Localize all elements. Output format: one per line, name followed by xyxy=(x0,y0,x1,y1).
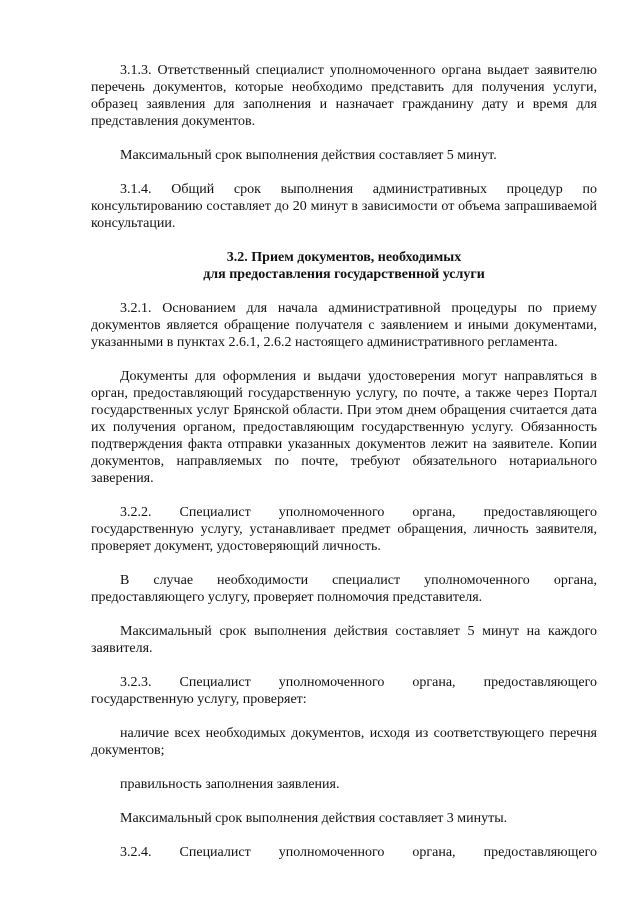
paragraph-representative-check: В случае необходимости специалист уполномоченного органа, предоставляющего услугу, проверяет полномочия представителя. xyxy=(91,573,597,605)
paragraph-3-1-3: 3.1.3. Ответственный специалист уполномоченного органа выдает заявителю перечень документов, которые необходимо представить для получения услуги, образец заявления для заполнения и назначает гражданину дату и время для представления документов. xyxy=(91,63,597,129)
paragraph-check-documents: наличие всех необходимых документов, исходя из соответствующего перечня документов; xyxy=(91,726,597,758)
paragraph-max-time-3-min: Максимальный срок выполнения действия составляет 3 минуты. xyxy=(120,811,508,826)
paragraph-3-1-4: 3.1.4. Общий срок выполнения административных процедур по консультированию составляет до 20 минут в зависимости от объема запрашиваемой консультации. xyxy=(91,182,597,231)
paragraph-3-2-3: 3.2.3. Специалист уполномоченного органа, предоставляющего государственную услугу, проверяет: xyxy=(91,675,597,707)
paragraph-max-time-per-applicant: Максимальный срок выполнения действия составляет 5 минут на каждого заявителя. xyxy=(91,624,597,656)
paragraph-documents-by-mail: Документы для оформления и выдачи удостоверения могут направляться в орган, предоставляющий государственную услугу, по почте, а также через Портал государственных услуг Брянской области. При этом днем обращения считается дата их получения органом, предоставляющим государственную услугу. Обязанность подтверждения факта отправки указанных документов лежит на заявителе. Копии документов, направляемых по почте, требуют обязательного нотариального заверения. xyxy=(91,369,597,486)
document-body xyxy=(91,62,597,861)
paragraph-max-time-5-min: Максимальный срок выполнения действия составляет 5 минут. xyxy=(120,148,497,163)
paragraph-3-2-1: 3.2.1. Основанием для начала административной процедуры по приему документов является обращение получателя с заявлением и иными документами, указанными в пунктах 2.6.1, 2.6.2 настоящего административного регламента. xyxy=(91,301,597,350)
section-heading-line-2: для предоставления государственной услуги xyxy=(203,267,485,282)
paragraph-check-application: правильность заполнения заявления. xyxy=(120,777,340,792)
section-heading-3-2 xyxy=(91,249,597,283)
paragraph-3-2-4: 3.2.4. Специалист уполномоченного органа, предоставляющего xyxy=(120,845,597,860)
paragraph-3-2-2: 3.2.2. Специалист уполномоченного органа, предоставляющего государственную услугу, устанавливает предмет обращения, личность заявителя, проверяет документ, удостоверяющий личность. xyxy=(91,505,597,554)
section-heading-line-1: 3.2. Прием документов, необходимых xyxy=(226,250,462,265)
